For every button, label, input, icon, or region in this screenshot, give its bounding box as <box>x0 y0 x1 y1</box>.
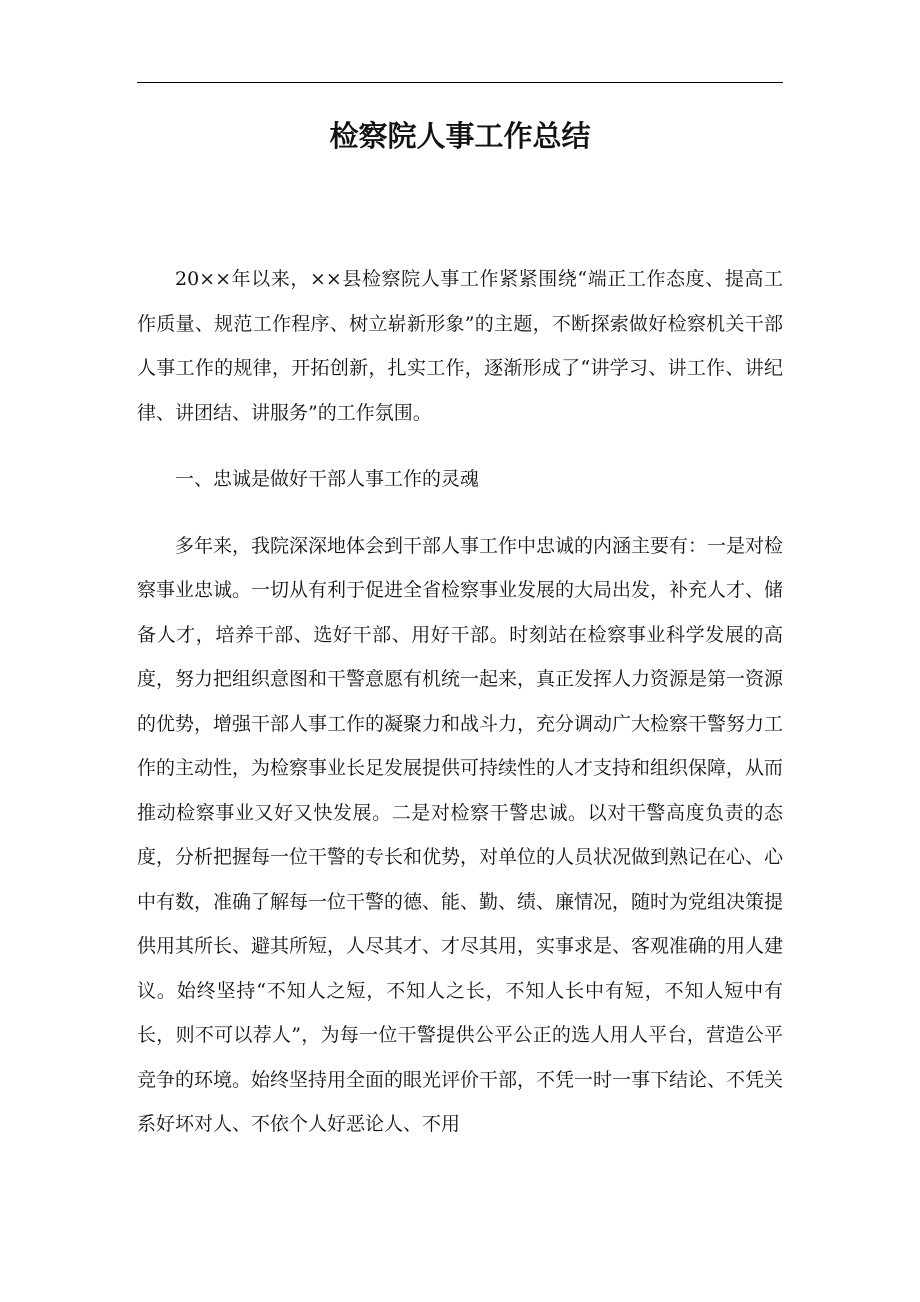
header-rule <box>137 82 783 83</box>
document-title: 检察院人事工作总结 <box>329 119 591 153</box>
document-body <box>137 257 783 1147</box>
body-paragraph: 多年来，我院深深地体会到干部人事工作中忠诚的内涵主要有：一是对检察事业忠诚。一切从有利于促进全省检察事业发展的大局出发，补充人才、储备人才，培养干部、选好干部、用好干部。时刻站在检察事业科学发展的高度，努力把组织意图和干警意愿有机统一起来，真正发挥人力资源是第一资源的优势，增强干部人事工作的凝聚力和战斗力，充分调动广大检察干警努力工作的主动性，为检察事业长足发展提供可持续性的人才支持和组织保障，从而推动检察事业又好又快发展。二是对检察干警忠诚。以对干警高度负责的态度，分析把握每一位干警的专长和优势，对单位的人员状况做到熟记在心、心中有数，准确了解每一位干警的德、能、勤、绩、廉情况，随时为党组决策提供用其所长、避其所短，人尽其才、才尽其用，实事求是、客观准确的用人建议。始终坚持“不知人之短，不知人之长，不知人长中有短，不知人短中有长，则不可以荐人”，为每一位干警提供公平公正的选人用人平台，营造公平竞争的环境。始终坚持用全面的眼光评价干部，不凭一时一事下结论、不凭关系好坏对人、不依个人好恶论人、不用 <box>137 534 784 1135</box>
intro-paragraph: 20××年以来，××县检察院人事工作紧紧围绕“端正工作态度、提高工作质量、规范工作程序、树立崭新形象”的主题，不断探索做好检察机关干部人事工作的规律，开拓创新，扎实工作，逐渐形成了“讲学习、讲工作、讲纪律、讲团结、讲服务”的工作氛围。 <box>137 268 783 424</box>
section-heading: 一、忠诚是做好干部人事工作的灵魂 <box>175 468 480 490</box>
